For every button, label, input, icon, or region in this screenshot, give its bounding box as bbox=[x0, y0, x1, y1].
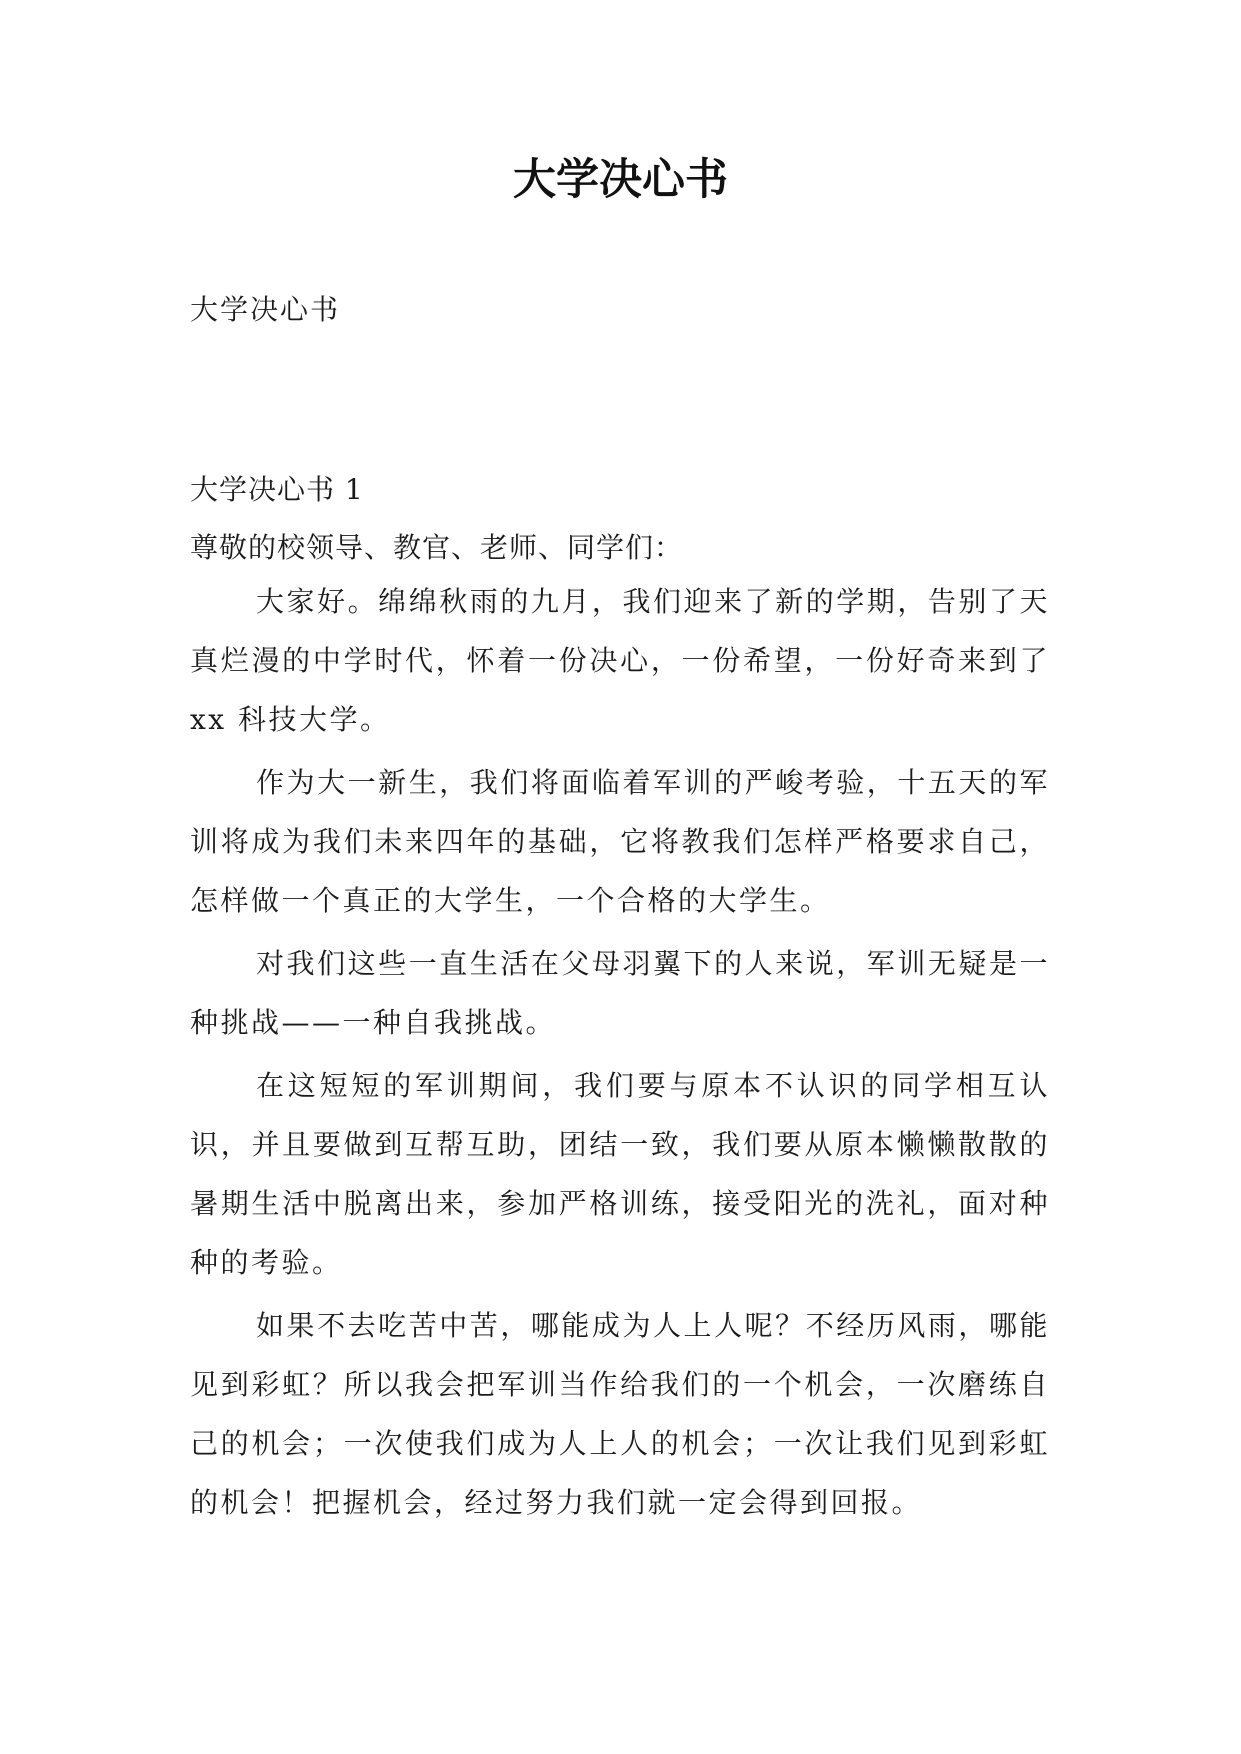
paragraph-4: 在这短短的军训期间，我们要与原本不认识的同学相互认识，并且要做到互帮互助，团结一致，我们要从原本懒懒散散的暑期生活中脱离出来，参加严格训练，接受阳光的洗礼，面对种种的考验。 bbox=[190, 1069, 1050, 1279]
section-heading: 大学决心书 1 bbox=[190, 473, 364, 506]
document-title: 大学决心书 bbox=[513, 155, 728, 205]
paragraph-3: 对我们这些一直生活在父母羽翼下的人来说，军训无疑是一种挑战——一种自我挑战。 bbox=[190, 947, 1050, 1039]
document-body bbox=[190, 470, 1050, 1532]
greeting-line: 尊敬的校领导、教官、老师、同学们： bbox=[190, 531, 684, 564]
paragraph-1: 大家好。绵绵秋雨的九月，我们迎来了新的学期，告别了天真烂漫的中学时代，怀着一份决心，一份希望，一份好奇来到了 xx 科技大学。 bbox=[190, 585, 1050, 736]
paragraph-5: 如果不去吃苦中苦，哪能成为人上人呢？不经历风雨，哪能见到彩虹？所以我会把军训当作给我们的一个机会，一次磨练自己的机会；一次使我们成为人上人的机会；一次让我们见到彩虹的机会！把握机会，经过努力我们就一定会得到回报。 bbox=[190, 1309, 1050, 1519]
document-subtitle: 大学决心书 bbox=[190, 293, 341, 326]
paragraph-2: 作为大一新生，我们将面临着军训的严峻考验，十五天的军训将成为我们未来四年的基础，它将教我们怎样严格要求自己，怎样做一个真正的大学生，一个合格的大学生。 bbox=[190, 766, 1050, 917]
